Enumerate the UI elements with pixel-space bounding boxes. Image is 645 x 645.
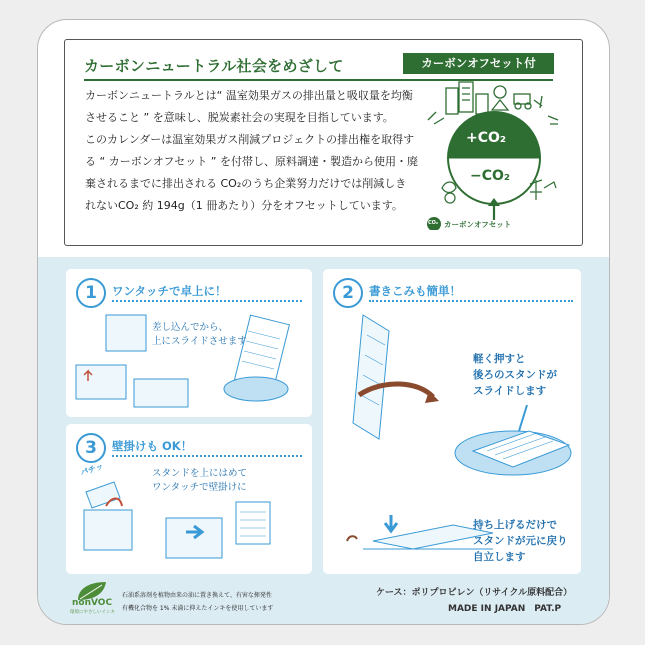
step-3-note: ワンタッチで壁掛けに: [152, 482, 247, 493]
made-in-text: MADE IN JAPAN PAT.P: [448, 604, 562, 614]
description-line: る “ カーボンオフセット ” を付帯し、原料調達・製造から使用・廃: [85, 155, 418, 168]
minus-co2-label: −CO₂: [470, 168, 511, 184]
nonvoc-logo-sub: 環境にやさしいインキ: [70, 610, 115, 615]
step-2-note-a: 後ろのスタンドが: [473, 369, 557, 381]
step-1-panel: [66, 269, 312, 417]
nonvoc-logo-text: nonVOC: [72, 598, 113, 608]
step-3-panel: [66, 424, 312, 574]
description-line: このカレンダーは温室効果ガス削減プロジェクトの排出権を取得す: [85, 133, 415, 146]
step-1-title: ワンタッチで卓上に！: [112, 284, 227, 298]
step-2-note-a: スライドします: [473, 385, 547, 397]
product-card: [37, 19, 610, 625]
step-1-number: 1: [76, 278, 106, 308]
co2-badge: CO₂: [428, 220, 439, 226]
step-3-note: スタンドを上にはめて: [152, 468, 248, 479]
description-line: 棄されるまでに排出される CO₂のうち企業努力だけでは削減しき: [85, 177, 407, 190]
description-line: カーボンニュートラルとは“ 温室効果ガスの排出量と吸収量を均衡: [85, 89, 413, 102]
plus-co2-label: +CO₂: [466, 130, 507, 146]
step-2-divider: [369, 300, 573, 302]
description-line: させること ” を意味し、脱炭素社会の実現を目指しています。: [85, 111, 394, 124]
ink-note-line: 石油系溶剤を植物由来の油に置き換えて、有害な揮発性: [122, 592, 272, 599]
step-2-panel: [323, 269, 581, 574]
carbon-offset-tag: カーボンオフセット付: [403, 53, 554, 74]
ink-note-line: 有機化合物を 1% 未満に抑えたインキを使用しています: [122, 605, 274, 612]
step-3-number: 3: [76, 433, 106, 463]
step-2-note-b: 自立します: [473, 551, 526, 563]
material-text: ケース：ポリプロピレン（リサイクル原料配合）: [376, 588, 573, 598]
nonvoc-logo: [70, 580, 114, 616]
page-title: カーボンニュートラル社会をめざして: [84, 57, 344, 75]
step-2-number: 2: [333, 278, 363, 308]
step-3-title: 壁掛けも OK！: [112, 439, 193, 453]
carbon-offset-logo-label: カーボンオフセット: [444, 220, 512, 229]
carbon-offset-logo: [424, 80, 564, 230]
step-3-divider: [112, 455, 302, 457]
step-2-note-b: スタンドが元に戻り: [473, 535, 568, 547]
step-1-divider: [112, 300, 302, 302]
step-1-note: 差し込んでから、: [152, 322, 229, 333]
step-2-note-b: 持ち上げるだけで: [473, 519, 557, 531]
step-2-note-a: 軽く押すと: [473, 353, 526, 365]
description-line: れないCO₂ 約 194g（1 冊あたり）分をオフセットしています。: [85, 199, 403, 212]
step-3-sfx: パチッ: [79, 461, 105, 478]
step-2-title: 書きこみも簡単！: [369, 284, 461, 298]
carbon-balance-illustration: [424, 80, 564, 230]
step-1-note: 上にスライドさせます: [152, 336, 247, 347]
